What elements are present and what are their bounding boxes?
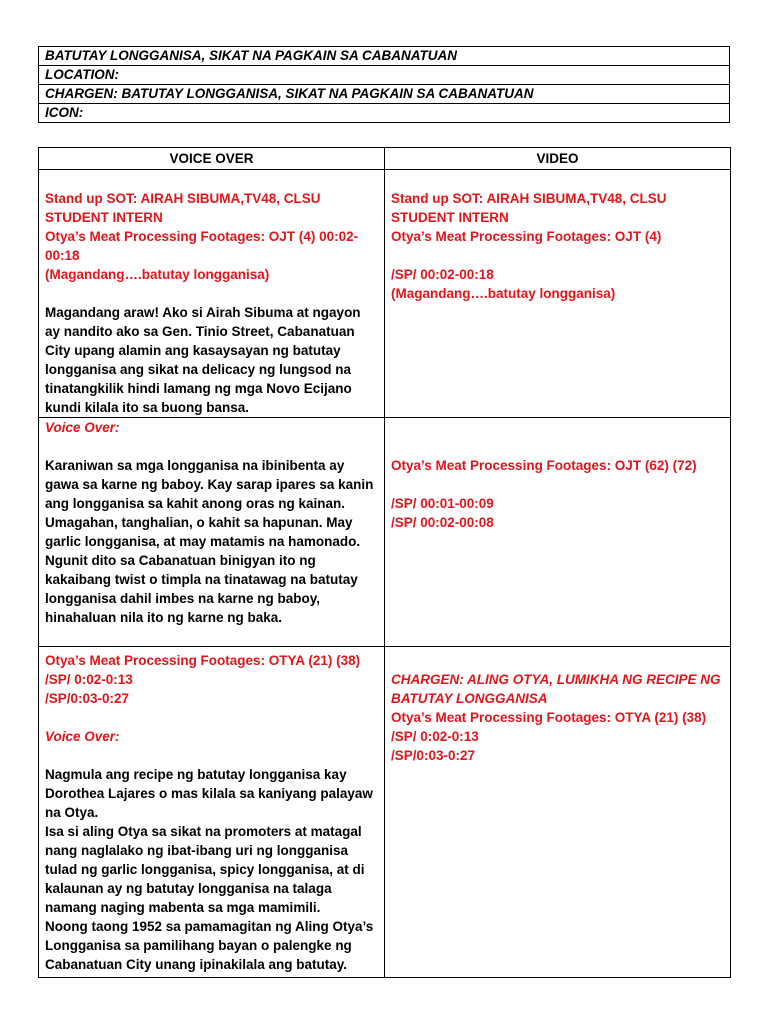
timecode: /SP/ 0:02-0:13: [45, 672, 133, 687]
table-row: [39, 418, 731, 647]
footage-label: Otya’s Meat Processing Footages: OJT (62) (72): [391, 458, 697, 473]
timecode: /SP/ 0:02-0:13: [391, 729, 479, 744]
sot-label: Stand up SOT: AIRAH SIBUMA,TV48, CLSU STUDENT INTERN: [45, 191, 321, 225]
voice-over-label: Voice Over:: [45, 420, 120, 435]
script-title: BATUTAY LONGGANISA, SIKAT NA PAGKAIN SA CABANATUAN: [39, 47, 730, 66]
voice-over-text: Noong taong 1952 sa pamamagitan ng Aling Otya’s Longganisa sa pamilihang bayan o palengke ng Cabanatuan City unang ipinakilala ang batutay.: [45, 919, 374, 972]
footage-label: Otya’s Meat Processing Footages: OTYA (21) (38): [391, 710, 707, 725]
cue-label: (Magandang….batutay longganisa): [391, 286, 616, 301]
voice-over-column-header: VOICE OVER: [39, 148, 385, 170]
video-cell: [385, 647, 731, 978]
voice-over-text: Karaniwan sa mga longganisa na ibinibenta ay gawa sa karne ng baboy. Kay sarap ipares sa kanin ang longganisa sa kahit anong oras ng kainan. Umagahan, tanghalian, o kahit sa hapunan. May garlic longganisa, at may matamis na hamonado. Ngunit dito sa Cabanatuan binigyan ito ng kakaibang twist o timpla na tinatawag na batutay longganisa dahil imbes na karne ng baboy, hinahaluan nila ito ng karne ng baka.: [45, 458, 374, 625]
video-cell: [385, 418, 731, 647]
footage-label: Otya’s Meat Processing Footages: OTYA (21) (38): [45, 653, 361, 668]
script-table: [38, 147, 731, 978]
voice-over-cell: [39, 170, 385, 418]
voice-over-text: Nagmula ang recipe ng batutay longganisa kay Dorothea Lajares o mas kilala sa kaniyang palayaw na Otya.: [45, 767, 373, 820]
icon-field: ICON:: [39, 104, 730, 123]
chargen-label: CHARGEN: ALING OTYA, LUMIKHA NG RECIPE NG BATUTAY LONGGANISA: [391, 672, 721, 706]
voice-over-text: Isa si aling Otya sa sikat na promoters at matagal nang naglalako ng ibat-ibang uri ng longganisa tulad ng garlic longganisa, spicy longganisa, at di kalaunan ay ng batutay longganisa na talaga namang naging mabenta sa mga mamimili.: [45, 824, 365, 915]
location-field: LOCATION:: [39, 66, 730, 85]
voice-over-text: Magandang araw! Ako si Airah Sibuma at ngayon ay nandito ako sa Gen. Tinio Street, Cabanatuan City upang alamin ang kasaysayan ng batutay longganisa ang sikat na delicacy ng lungsod na tinatangkilik hindi lamang ng mga Novo Ecijano kundi kilala ito sa buong bansa.: [45, 305, 361, 415]
video-cell: [385, 170, 731, 418]
voice-over-cell: [39, 647, 385, 978]
footage-label: Otya’s Meat Processing Footages: OJT (4) 00:02-00:18: [45, 229, 359, 263]
cue-label: (Magandang….batutay longganisa): [45, 267, 270, 282]
table-row: [39, 170, 731, 418]
chargen-field: CHARGEN: BATUTAY LONGGANISA, SIKAT NA PAGKAIN SA CABANATUAN: [39, 85, 730, 104]
timecode: /SP/ 00:02-00:18: [391, 267, 494, 282]
sot-label: Stand up SOT: AIRAH SIBUMA,TV48, CLSU STUDENT INTERN: [391, 191, 667, 225]
timecode: /SP/ 00:01-00:09: [391, 496, 494, 511]
timecode: /SP/ 00:02-00:08: [391, 515, 494, 530]
timecode: /SP/0:03-0:27: [391, 748, 476, 763]
timecode: /SP/0:03-0:27: [45, 691, 130, 706]
footage-label: Otya’s Meat Processing Footages: OJT (4): [391, 229, 662, 244]
video-column-header: VIDEO: [385, 148, 731, 170]
script-header-table: [38, 46, 730, 123]
voice-over-label: Voice Over:: [45, 729, 120, 744]
voice-over-cell: [39, 418, 385, 647]
table-row: [39, 647, 731, 978]
